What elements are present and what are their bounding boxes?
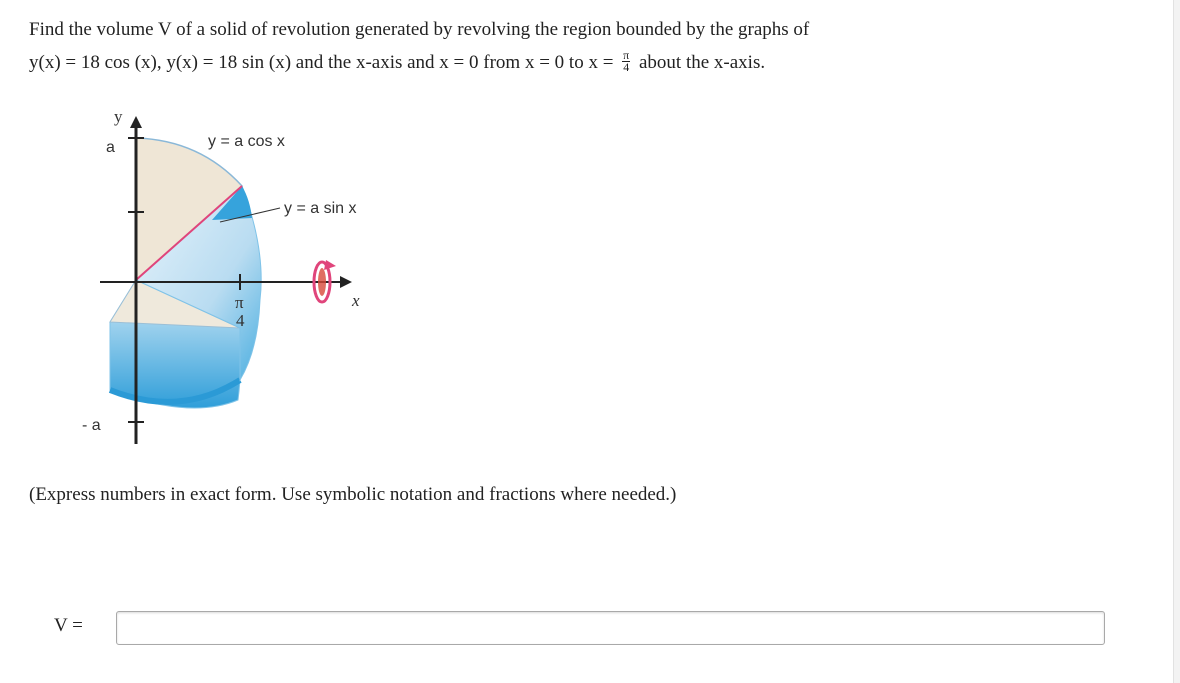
a-bottom-label: - a [82,417,101,434]
cos-curve-label: y = a cos x [208,133,285,150]
problem-line-2-text: y(x) = 18 cos (x), y(x) = 18 sin (x) and the x-axis and x = 0 from x = 0 to x = [29,52,614,73]
sin-curve-label: y = a sin x [284,200,357,217]
volume-answer-input[interactable] [116,611,1105,645]
problem-line-2 [29,46,1149,79]
pi-over-4-fraction [622,50,630,73]
x-axis-arrow [340,276,352,288]
four-label: 4 [236,311,245,330]
pi-label: π [235,293,244,312]
page-scrollbar[interactable] [1173,0,1180,683]
problem-line-1: Find the volume V of a solid of revolution generated by revolving the region bounded by the graphs of [29,19,810,40]
fraction-denominator: 4 [623,60,630,75]
instructions: (Express numbers in exact form. Use symbolic notation and fractions where needed.) [29,484,677,505]
a-top-label: a [106,139,115,156]
volume-label: V = [54,615,83,636]
y-axis-arrow [130,116,142,128]
problem-statement [29,13,1149,79]
x-axis-label: x [352,291,360,310]
fraction-numerator: π [623,48,630,63]
problem-line-2-tail: about the x-axis. [638,52,766,73]
y-axis-label: y [114,107,123,126]
solid-of-revolution-figure [70,100,430,460]
